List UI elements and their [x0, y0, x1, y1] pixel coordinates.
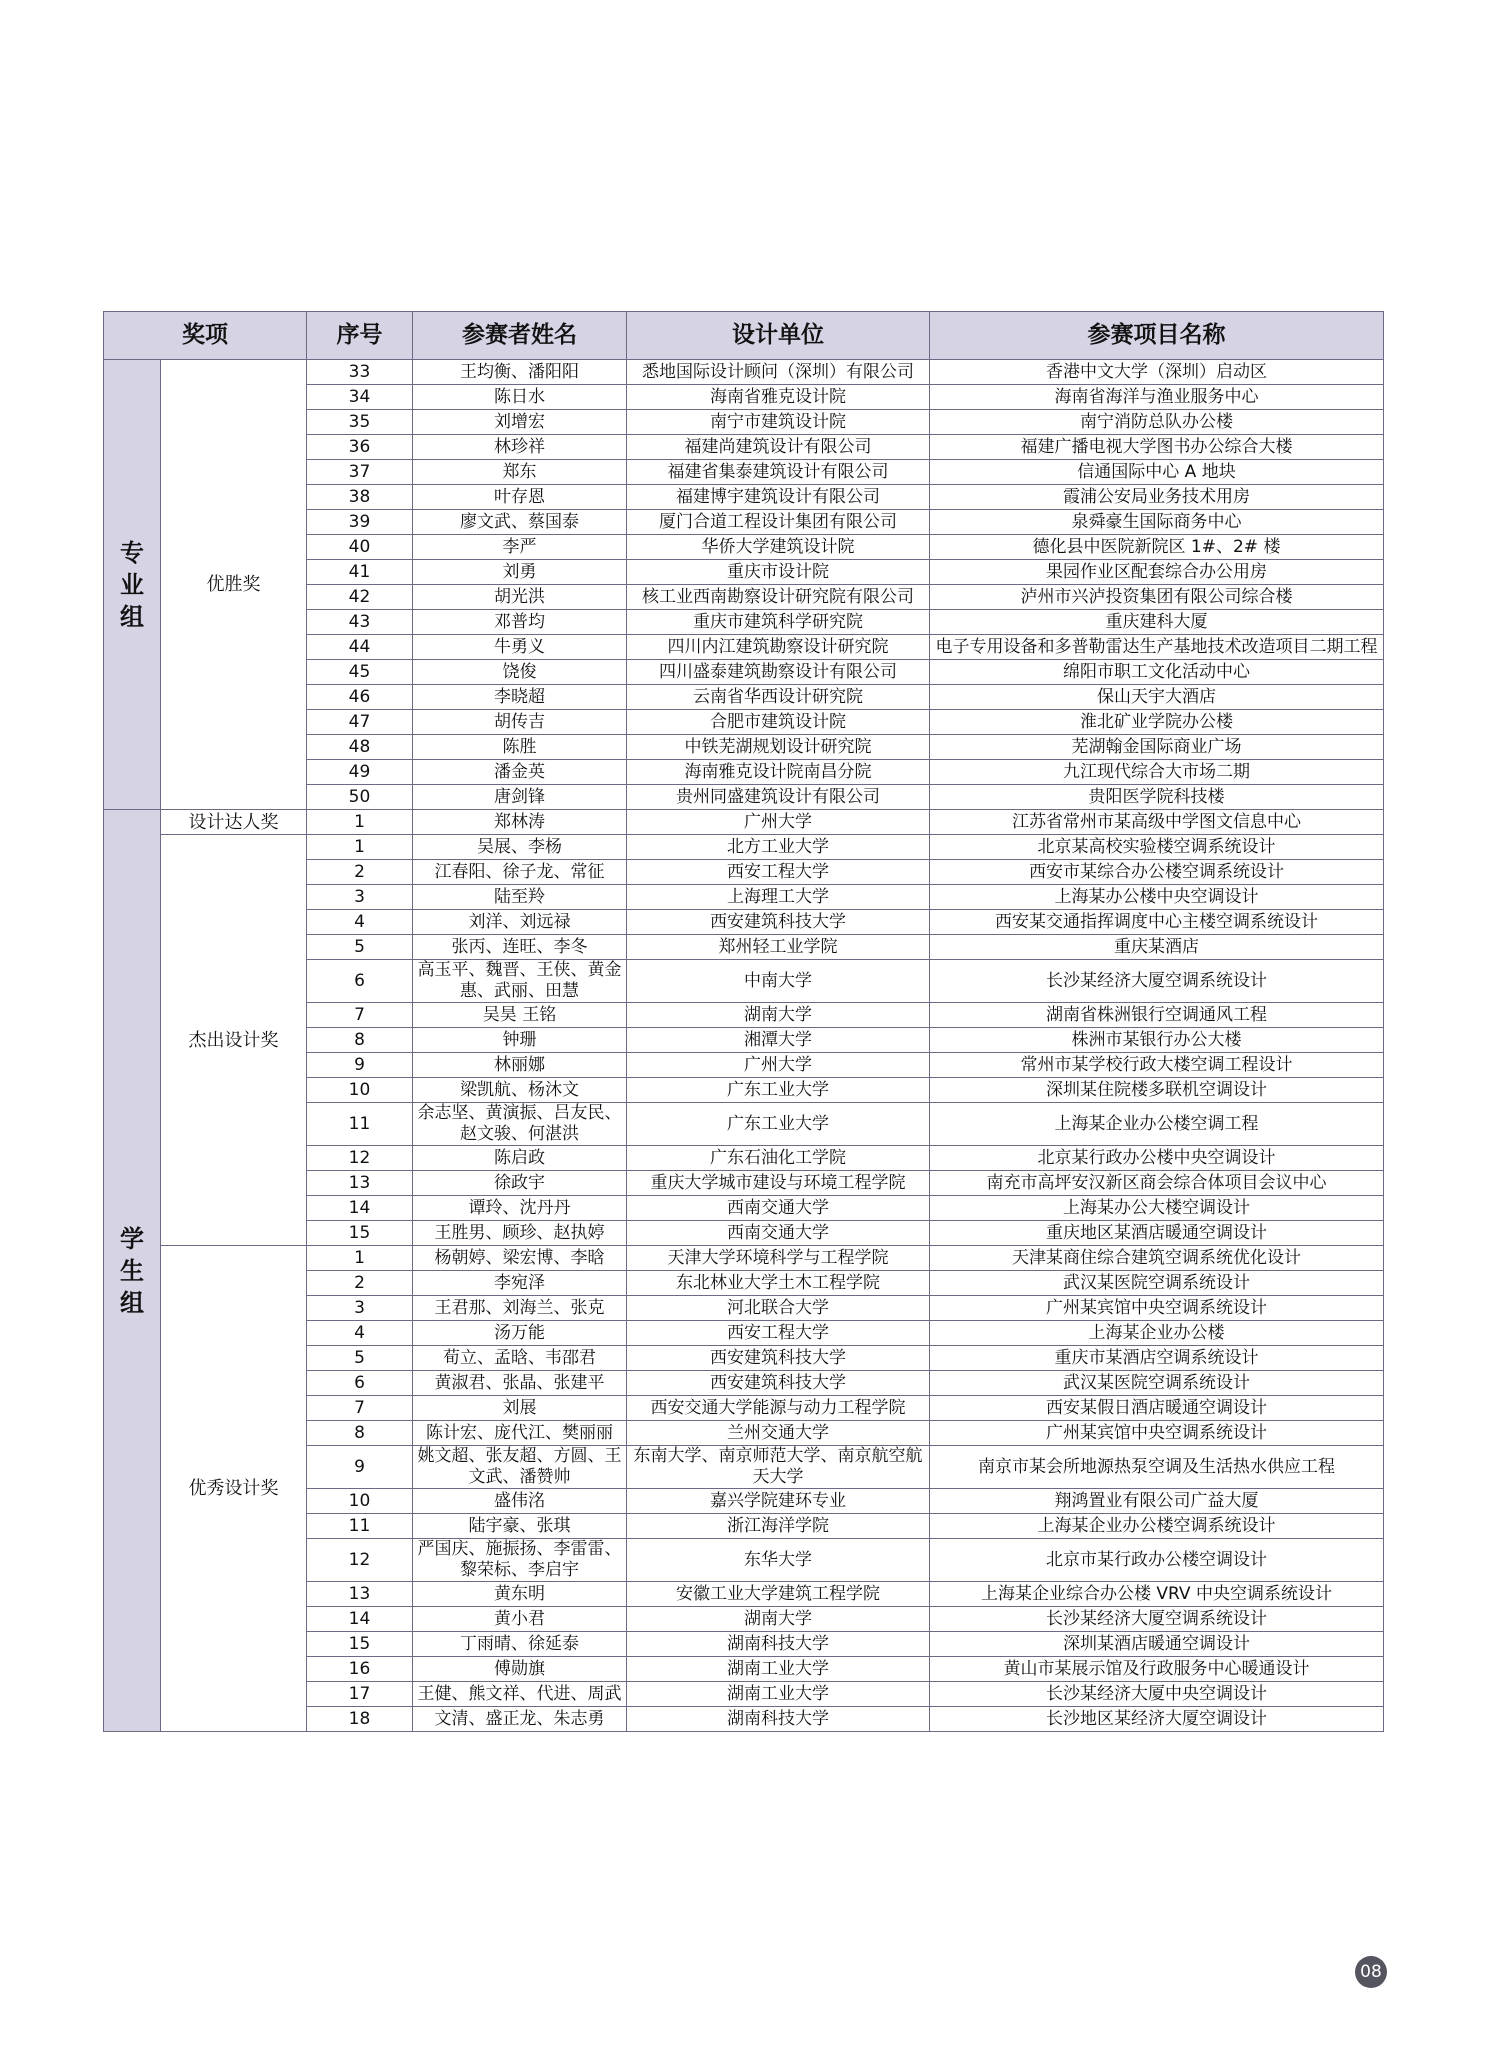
cell-unit: 东北林业大学土木工程学院: [627, 1271, 930, 1296]
cell-participant: 刘勇: [413, 560, 627, 585]
cell-project: 贵阳医学院科技楼: [930, 785, 1384, 810]
cell-seq: 4: [307, 910, 413, 935]
cell-participant: 胡传吉: [413, 710, 627, 735]
cell-participant: 黄小君: [413, 1607, 627, 1632]
cell-unit: 郑州轻工业学院: [627, 935, 930, 960]
cell-participant: 胡光洪: [413, 585, 627, 610]
cell-seq: 1: [307, 1246, 413, 1271]
cell-unit: 重庆市设计院: [627, 560, 930, 585]
cell-participant: 潘金英: [413, 760, 627, 785]
cell-unit: 重庆大学城市建设与环境工程学院: [627, 1171, 930, 1196]
cell-project: 绵阳市职工文化活动中心: [930, 660, 1384, 685]
group-label: 专业组: [120, 538, 144, 631]
cell-project: 泉舜豪生国际商务中心: [930, 510, 1384, 535]
cell-project: 武汉某医院空调系统设计: [930, 1271, 1384, 1296]
cell-participant: 黄东明: [413, 1582, 627, 1607]
cell-seq: 10: [307, 1489, 413, 1514]
cell-project: 霞浦公安局业务技术用房: [930, 485, 1384, 510]
cell-participant: 王均衡、潘阳阳: [413, 360, 627, 385]
award-label: 设计达人奖: [161, 810, 307, 835]
award-label: 杰出设计奖: [161, 835, 307, 1246]
cell-participant: 陈启政: [413, 1146, 627, 1171]
cell-project: 北京某行政办公楼中央空调设计: [930, 1146, 1384, 1171]
header-project: 参赛项目名称: [930, 312, 1384, 360]
cell-project: 南充市高坪安汉新区商会综合体项目会议中心: [930, 1171, 1384, 1196]
cell-seq: 33: [307, 360, 413, 385]
cell-project: 上海某企业综合办公楼 VRV 中央空调系统设计: [930, 1582, 1384, 1607]
cell-seq: 47: [307, 710, 413, 735]
cell-seq: 36: [307, 435, 413, 460]
cell-project: 株洲市某银行办公大楼: [930, 1028, 1384, 1053]
cell-participant: 邓普均: [413, 610, 627, 635]
cell-seq: 10: [307, 1078, 413, 1103]
cell-unit: 福建博宇建筑设计有限公司: [627, 485, 930, 510]
cell-project: 北京某高校实验楼空调系统设计: [930, 835, 1384, 860]
cell-seq: 46: [307, 685, 413, 710]
cell-seq: 9: [307, 1446, 413, 1489]
cell-project: 德化县中医院新院区 1#、2# 楼: [930, 535, 1384, 560]
cell-seq: 43: [307, 610, 413, 635]
cell-project: 电子专用设备和多普勒雷达生产基地技术改造项目二期工程: [930, 635, 1384, 660]
cell-participant: 唐剑锋: [413, 785, 627, 810]
cell-project: 重庆建科大厦: [930, 610, 1384, 635]
cell-unit: 北方工业大学: [627, 835, 930, 860]
cell-seq: 7: [307, 1396, 413, 1421]
cell-project: 保山天宇大酒店: [930, 685, 1384, 710]
cell-participant: 谭玲、沈丹丹: [413, 1196, 627, 1221]
cell-unit: 西南交通大学: [627, 1196, 930, 1221]
cell-unit: 四川盛泰建筑勘察设计有限公司: [627, 660, 930, 685]
page-number: 08: [1355, 1956, 1387, 1988]
cell-project: 重庆地区某酒店暖通空调设计: [930, 1221, 1384, 1246]
cell-seq: 35: [307, 410, 413, 435]
cell-participant: 刘增宏: [413, 410, 627, 435]
cell-unit: 湘潭大学: [627, 1028, 930, 1053]
cell-unit: 厦门合道工程设计集团有限公司: [627, 510, 930, 535]
cell-unit: 广东工业大学: [627, 1078, 930, 1103]
cell-project: 南京市某会所地源热泵空调及生活热水供应工程: [930, 1446, 1384, 1489]
cell-project: 淮北矿业学院办公楼: [930, 710, 1384, 735]
cell-seq: 4: [307, 1321, 413, 1346]
group-label: 学生组: [120, 1224, 144, 1317]
cell-seq: 37: [307, 460, 413, 485]
cell-unit: 广州大学: [627, 1053, 930, 1078]
cell-participant: 盛伟洺: [413, 1489, 627, 1514]
cell-participant: 梁凯航、杨沐文: [413, 1078, 627, 1103]
cell-participant: 陆宇豪、张琪: [413, 1514, 627, 1539]
cell-project: 南宁消防总队办公楼: [930, 410, 1384, 435]
cell-unit: 西安建筑科技大学: [627, 1346, 930, 1371]
cell-unit: 嘉兴学院建环专业: [627, 1489, 930, 1514]
cell-participant: 刘洋、刘远禄: [413, 910, 627, 935]
cell-project: 西安市某综合办公楼空调系统设计: [930, 860, 1384, 885]
award-label: 优胜奖: [161, 360, 307, 810]
cell-unit: 西安工程大学: [627, 1321, 930, 1346]
cell-project: 香港中文大学（深圳）启动区: [930, 360, 1384, 385]
cell-seq: 5: [307, 935, 413, 960]
cell-participant: 汤万能: [413, 1321, 627, 1346]
cell-unit: 贵州同盛建筑设计有限公司: [627, 785, 930, 810]
cell-project: 上海某办公楼中央空调设计: [930, 885, 1384, 910]
cell-seq: 6: [307, 1371, 413, 1396]
cell-seq: 15: [307, 1221, 413, 1246]
cell-seq: 34: [307, 385, 413, 410]
award-label: 优秀设计奖: [161, 1246, 307, 1732]
cell-participant: 傅勋旗: [413, 1657, 627, 1682]
cell-project: 江苏省常州市某高级中学图文信息中心: [930, 810, 1384, 835]
cell-unit: 福建尚建筑设计有限公司: [627, 435, 930, 460]
cell-unit: 湖南科技大学: [627, 1632, 930, 1657]
cell-project: 重庆某酒店: [930, 935, 1384, 960]
cell-seq: 45: [307, 660, 413, 685]
cell-unit: 悉地国际设计顾问（深圳）有限公司: [627, 360, 930, 385]
cell-participant: 林珍祥: [413, 435, 627, 460]
table-row: [104, 810, 1384, 835]
group-cell: [104, 810, 161, 1732]
group-cell: [104, 360, 161, 810]
cell-participant: 郑林涛: [413, 810, 627, 835]
cell-project: 海南省海洋与渔业服务中心: [930, 385, 1384, 410]
cell-unit: 广州大学: [627, 810, 930, 835]
cell-participant: 陈胜: [413, 735, 627, 760]
cell-seq: 17: [307, 1682, 413, 1707]
cell-participant: 钟珊: [413, 1028, 627, 1053]
cell-participant: 李严: [413, 535, 627, 560]
cell-participant: 廖文武、蔡国泰: [413, 510, 627, 535]
cell-unit: 湖南科技大学: [627, 1707, 930, 1732]
cell-seq: 13: [307, 1582, 413, 1607]
cell-unit: 东华大学: [627, 1539, 930, 1582]
cell-project: 湖南省株洲银行空调通风工程: [930, 1003, 1384, 1028]
cell-participant: 林丽娜: [413, 1053, 627, 1078]
cell-unit: 中铁芜湖规划设计研究院: [627, 735, 930, 760]
cell-participant: 陈计宏、庞代江、樊丽丽: [413, 1421, 627, 1446]
cell-unit: 重庆市建筑科学研究院: [627, 610, 930, 635]
cell-unit: 核工业西南勘察设计研究院有限公司: [627, 585, 930, 610]
cell-unit: 天津大学环境科学与工程学院: [627, 1246, 930, 1271]
cell-unit: 海南省雅克设计院: [627, 385, 930, 410]
cell-unit: 东南大学、南京师范大学、南京航空航天大学: [627, 1446, 930, 1489]
cell-project: 上海某企业办公楼空调系统设计: [930, 1514, 1384, 1539]
cell-seq: 50: [307, 785, 413, 810]
cell-project: 泸州市兴泸投资集团有限公司综合楼: [930, 585, 1384, 610]
cell-seq: 5: [307, 1346, 413, 1371]
cell-seq: 39: [307, 510, 413, 535]
cell-project: 常州市某学校行政大楼空调工程设计: [930, 1053, 1384, 1078]
cell-seq: 3: [307, 1296, 413, 1321]
cell-project: 重庆市某酒店空调系统设计: [930, 1346, 1384, 1371]
cell-seq: 16: [307, 1657, 413, 1682]
cell-project: 深圳某酒店暖通空调设计: [930, 1632, 1384, 1657]
cell-unit: 中南大学: [627, 960, 930, 1003]
cell-project: 信通国际中心 A 地块: [930, 460, 1384, 485]
cell-unit: 南宁市建筑设计院: [627, 410, 930, 435]
cell-project: 天津某商住综合建筑空调系统优化设计: [930, 1246, 1384, 1271]
cell-seq: 8: [307, 1028, 413, 1053]
cell-seq: 42: [307, 585, 413, 610]
cell-seq: 11: [307, 1514, 413, 1539]
cell-seq: 12: [307, 1146, 413, 1171]
cell-project: 武汉某医院空调系统设计: [930, 1371, 1384, 1396]
cell-seq: 6: [307, 960, 413, 1003]
header-participant: 参赛者姓名: [413, 312, 627, 360]
cell-participant: 王健、熊文祥、代进、周武: [413, 1682, 627, 1707]
cell-seq: 8: [307, 1421, 413, 1446]
cell-participant: 叶存恩: [413, 485, 627, 510]
cell-participant: 吴展、李杨: [413, 835, 627, 860]
cell-project: 深圳某住院楼多联机空调设计: [930, 1078, 1384, 1103]
cell-seq: 9: [307, 1053, 413, 1078]
cell-unit: 华侨大学建筑设计院: [627, 535, 930, 560]
cell-seq: 2: [307, 860, 413, 885]
cell-participant: 饶俊: [413, 660, 627, 685]
cell-unit: 上海理工大学: [627, 885, 930, 910]
cell-unit: 河北联合大学: [627, 1296, 930, 1321]
cell-project: 果园作业区配套综合办公用房: [930, 560, 1384, 585]
cell-participant: 陆至羚: [413, 885, 627, 910]
cell-seq: 13: [307, 1171, 413, 1196]
cell-unit: 西安工程大学: [627, 860, 930, 885]
cell-project: 长沙某经济大厦空调系统设计: [930, 960, 1384, 1003]
cell-unit: 湖南工业大学: [627, 1682, 930, 1707]
header-unit: 设计单位: [627, 312, 930, 360]
cell-seq: 12: [307, 1539, 413, 1582]
cell-project: 广州某宾馆中央空调系统设计: [930, 1421, 1384, 1446]
cell-project: 九江现代综合大市场二期: [930, 760, 1384, 785]
cell-participant: 张丙、连旺、李冬: [413, 935, 627, 960]
cell-unit: 西安建筑科技大学: [627, 910, 930, 935]
cell-project: 西安某假日酒店暖通空调设计: [930, 1396, 1384, 1421]
cell-unit: 广东工业大学: [627, 1103, 930, 1146]
cell-project: 上海某企业办公楼: [930, 1321, 1384, 1346]
cell-project: 上海某办公大楼空调设计: [930, 1196, 1384, 1221]
cell-participant: 李宛泽: [413, 1271, 627, 1296]
cell-unit: 西安交通大学能源与动力工程学院: [627, 1396, 930, 1421]
cell-seq: 2: [307, 1271, 413, 1296]
cell-seq: 11: [307, 1103, 413, 1146]
cell-seq: 14: [307, 1607, 413, 1632]
cell-project: 芜湖翰金国际商业广场: [930, 735, 1384, 760]
cell-unit: 西安建筑科技大学: [627, 1371, 930, 1396]
cell-unit: 福建省集泰建筑设计有限公司: [627, 460, 930, 485]
cell-participant: 严国庆、施振扬、李雷雷、黎荣标、李启宇: [413, 1539, 627, 1582]
cell-seq: 15: [307, 1632, 413, 1657]
cell-unit: 海南雅克设计院南昌分院: [627, 760, 930, 785]
header-award: 奖项: [104, 312, 307, 360]
cell-project: 上海某企业办公楼空调工程: [930, 1103, 1384, 1146]
cell-participant: 牛勇义: [413, 635, 627, 660]
cell-project: 福建广播电视大学图书办公综合大楼: [930, 435, 1384, 460]
cell-unit: 湖南工业大学: [627, 1657, 930, 1682]
cell-project: 长沙地区某经济大厦空调设计: [930, 1707, 1384, 1732]
cell-seq: 38: [307, 485, 413, 510]
cell-seq: 1: [307, 835, 413, 860]
cell-project: 长沙某经济大厦空调系统设计: [930, 1607, 1384, 1632]
table-header-row: [104, 312, 1384, 360]
cell-seq: 40: [307, 535, 413, 560]
cell-project: 翔鸿置业有限公司广益大厦: [930, 1489, 1384, 1514]
cell-unit: 浙江海洋学院: [627, 1514, 930, 1539]
cell-seq: 49: [307, 760, 413, 785]
cell-participant: 文清、盛正龙、朱志勇: [413, 1707, 627, 1732]
cell-unit: 湖南大学: [627, 1607, 930, 1632]
table-row: [104, 1246, 1384, 1271]
cell-participant: 姚文超、张友超、方圆、王文武、潘赞帅: [413, 1446, 627, 1489]
cell-unit: 西南交通大学: [627, 1221, 930, 1246]
cell-participant: 王君那、刘海兰、张克: [413, 1296, 627, 1321]
cell-seq: 14: [307, 1196, 413, 1221]
cell-participant: 李晓超: [413, 685, 627, 710]
cell-project: 北京市某行政办公楼空调设计: [930, 1539, 1384, 1582]
cell-seq: 18: [307, 1707, 413, 1732]
cell-participant: 陈日水: [413, 385, 627, 410]
cell-seq: 1: [307, 810, 413, 835]
cell-participant: 荀立、孟晗、韦邵君: [413, 1346, 627, 1371]
cell-participant: 刘展: [413, 1396, 627, 1421]
cell-seq: 48: [307, 735, 413, 760]
cell-participant: 江春阳、徐子龙、常征: [413, 860, 627, 885]
cell-project: 西安某交通指挥调度中心主楼空调系统设计: [930, 910, 1384, 935]
cell-project: 长沙某经济大厦中央空调设计: [930, 1682, 1384, 1707]
cell-participant: 吴昊 王铭: [413, 1003, 627, 1028]
cell-project: 黄山市某展示馆及行政服务中心暖通设计: [930, 1657, 1384, 1682]
cell-seq: 41: [307, 560, 413, 585]
cell-project: 广州某宾馆中央空调系统设计: [930, 1296, 1384, 1321]
header-seq: 序号: [307, 312, 413, 360]
cell-participant: 余志坚、黄演振、吕友民、赵文骏、何湛洪: [413, 1103, 627, 1146]
cell-unit: 广东石油化工学院: [627, 1146, 930, 1171]
cell-participant: 徐政宇: [413, 1171, 627, 1196]
cell-unit: 湖南大学: [627, 1003, 930, 1028]
cell-unit: 四川内江建筑勘察设计研究院: [627, 635, 930, 660]
cell-participant: 杨朝婷、梁宏博、李晗: [413, 1246, 627, 1271]
table-body: [104, 360, 1384, 1732]
cell-seq: 7: [307, 1003, 413, 1028]
cell-unit: 兰州交通大学: [627, 1421, 930, 1446]
cell-participant: 王胜男、顾珍、赵执婷: [413, 1221, 627, 1246]
cell-unit: 安徽工业大学建筑工程学院: [627, 1582, 930, 1607]
cell-participant: 高玉平、魏晋、王侠、黄金惠、武丽、田慧: [413, 960, 627, 1003]
cell-unit: 合肥市建筑设计院: [627, 710, 930, 735]
cell-participant: 黄淑君、张晶、张建平: [413, 1371, 627, 1396]
table-row: [104, 835, 1384, 860]
cell-unit: 云南省华西设计研究院: [627, 685, 930, 710]
cell-participant: 郑东: [413, 460, 627, 485]
cell-seq: 3: [307, 885, 413, 910]
table-row: [104, 360, 1384, 385]
cell-participant: 丁雨晴、徐延泰: [413, 1632, 627, 1657]
awards-table: [103, 311, 1384, 1732]
cell-seq: 44: [307, 635, 413, 660]
